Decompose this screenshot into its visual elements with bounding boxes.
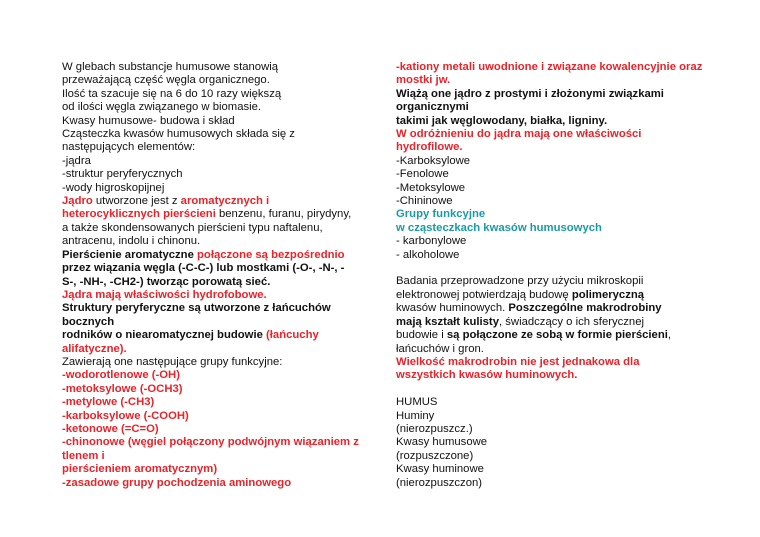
list-item: (rozpuszczone) <box>396 449 474 462</box>
plain-text: utworzone jest z <box>92 195 181 208</box>
section-heading: w cząsteczkach kwasów humusowych <box>396 221 602 234</box>
text-line: Jądra mają właściwości hydrofobowe. <box>62 288 267 301</box>
plain-text: benzenu, furanu, pirydyny, <box>215 208 352 221</box>
text-line: antracenu, indolu i chinonu. <box>62 235 201 248</box>
text-line: S-, -NH-, -CH2-) tworząc porowatą sieć. <box>62 275 271 288</box>
highlight-text: (łańcuchy <box>266 329 319 342</box>
section-heading: Grupy funkcyjne <box>396 208 486 221</box>
text-line: Badania przeprowadzone przy użyciu mikroskopii <box>396 275 644 288</box>
text-line <box>396 302 714 315</box>
text-line: -kationy metali uwodnione i związane kowalencyjnie oraz <box>396 61 703 73</box>
text-line: wszystkich kwasów huminowych. <box>396 369 578 382</box>
text-line: W odróżnieniu do jądra mają one właściwości <box>396 128 642 141</box>
spacer <box>396 383 714 396</box>
section-heading: HUMUS <box>396 396 438 409</box>
text-line: W glebach substancje humusowe stanowią <box>62 61 279 73</box>
list-item: -karboksylowe (-COOH) <box>62 409 189 422</box>
text-line: takimi jak węglowodany, białka, ligniny. <box>396 114 608 127</box>
list-item: -metylowe (-CH3) <box>62 396 155 409</box>
text-line: bocznych <box>62 315 115 328</box>
text-line: łańcuchów i gron. <box>396 342 484 355</box>
text-line: przeważającą część węgla organicznego. <box>62 74 270 87</box>
list-item: - alkoholowe <box>396 248 460 261</box>
list-item: (nierozpuszcz.) <box>396 422 473 435</box>
plain-text: budowie i <box>396 329 447 342</box>
plain-text: elektronowej potwierdzają budowę <box>396 288 572 301</box>
text-line: a także skondensowanych pierścieni typu naftalenu, <box>62 221 323 234</box>
highlight-text: aromatycznych i <box>180 195 270 208</box>
text-line: następujących elementów: <box>62 141 196 154</box>
text-line: Wielkość makrodrobin nie jest jednakowa dla <box>396 355 640 368</box>
text-line: Cząsteczka kwasów humusowych składa się z <box>62 128 295 141</box>
text-line <box>62 329 354 342</box>
text-line <box>396 329 714 342</box>
text-line <box>62 208 354 221</box>
bold-text: są połączone ze sobą w formie pierścieni <box>446 329 668 342</box>
list-item: -Metoksylowe <box>396 181 466 194</box>
text-line: mostki jw. <box>396 74 451 87</box>
plain-text: kwasów huminowych. <box>396 302 509 315</box>
text-line <box>396 289 714 302</box>
list-item: -metoksylowe (-OCH3) <box>62 382 183 395</box>
text-line: od ilości węgla związanego w biomasie. <box>62 101 262 114</box>
text-line: hydrofilowe. <box>396 141 463 154</box>
list-item: Huminy <box>396 409 435 422</box>
list-item: Kwasy huminowe <box>396 463 484 476</box>
text-line: Zawierają one następujące grupy funkcyjne: <box>62 355 283 368</box>
text-line: Struktury peryferyczne są utworzone z łańcuchów <box>62 302 331 315</box>
text-line: Wiążą one jądro z prostymi i złożonymi związkami <box>396 87 664 100</box>
list-item: Kwasy humusowe <box>396 436 488 449</box>
list-item: tlenem i <box>62 449 105 462</box>
list-item: -Fenolowe <box>396 168 449 181</box>
text-line <box>396 316 714 329</box>
text-line <box>62 249 354 262</box>
list-item: -jądra <box>62 154 91 167</box>
left-column <box>62 61 359 490</box>
bold-text: Poszczególne makrodrobiny <box>508 302 662 315</box>
list-item: - karbonylowe <box>396 235 467 248</box>
list-item: -Chininowe <box>396 195 453 208</box>
bold-text: rodników o niearomatycznej budowie <box>62 329 267 342</box>
highlight-text: heterocyklicznych pierścieni <box>62 208 216 221</box>
list-item: -wody higroskopijnej <box>62 181 165 194</box>
plain-text: , świadczący o ich sferycznej <box>498 315 645 328</box>
bold-text: Pierścienie aromatyczne <box>62 248 198 261</box>
bold-text: mają kształt kulisty <box>396 315 499 328</box>
text-line: organicznymi <box>396 101 469 114</box>
list-item: -struktur peryferycznych <box>62 168 183 181</box>
list-item: (nierozpuszczon) <box>396 476 483 489</box>
text-line: alifatyczne). <box>62 342 127 355</box>
list-item: pierścieniem aromatycznym) <box>62 463 218 476</box>
list-item: -chinonowe (węgiel połączony podwójnym wiązaniem z <box>62 436 359 449</box>
list-item: -ketonowe (=C=O) <box>62 422 159 435</box>
right-column <box>396 61 714 490</box>
list-item: -zasadowe grupy pochodzenia aminowego <box>62 476 292 489</box>
bold-text: polimeryczną <box>571 288 645 301</box>
highlight-text: Jądro <box>62 195 93 208</box>
text-line: przez wiązania węgla (-C-C-) lub mostkami (-O-, -N-, - <box>62 262 345 275</box>
list-item: -Karboksylowe <box>396 154 471 167</box>
text-line <box>62 195 354 208</box>
highlight-text: połączone są bezpośrednio <box>197 248 345 261</box>
list-item: -wodorotlenowe (-OH) <box>62 369 180 382</box>
text-line: Ilość ta szacuje się na 6 do 10 razy większą <box>62 87 282 100</box>
spacer <box>396 262 714 275</box>
section-heading: Kwasy humusowe- budowa i skład <box>62 114 235 127</box>
plain-text: , <box>667 329 672 342</box>
